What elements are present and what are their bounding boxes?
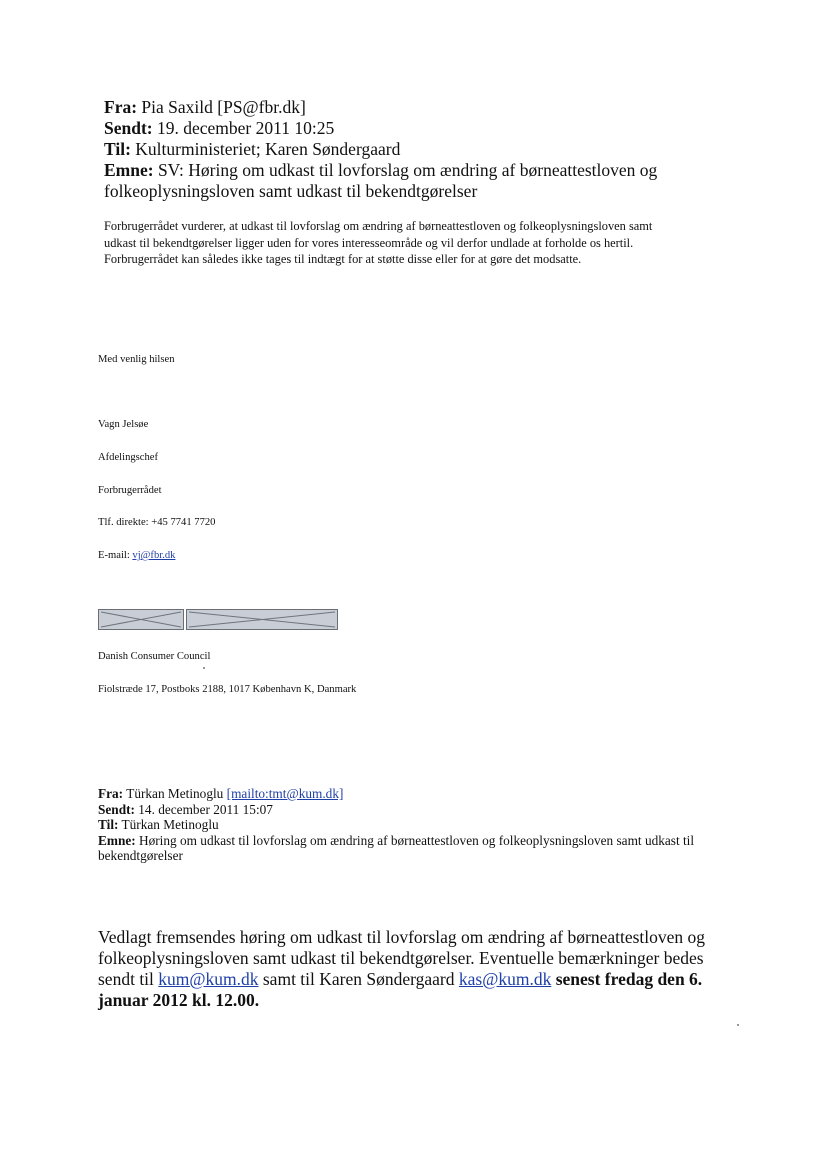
email2-from-link[interactable]: [mailto:tmt@kum.dk] [226, 786, 344, 801]
scan-speck [737, 1024, 739, 1026]
signature-org-en: Danish Consumer Council [98, 651, 211, 662]
signature-email-link[interactable]: vj@fbr.dk [132, 550, 176, 561]
email1-sent: Sendt: 19. december 2011 10:25 [104, 118, 335, 138]
email2-subject: Emne: Høring om udkast til lovforslag om ændring af børneattestloven og folkeoplysningsloven samt udkast til bekendtgørelser [98, 832, 695, 863]
signature-greeting: Med venlig hilsen [98, 354, 175, 365]
signature-address: Fiolstræde 17, Postboks 2188, 1017 København K, Danmark [98, 684, 357, 695]
email1-subject: Emne: SV: Høring om udkast til lovforslag om ændring af børneattestloven og folkeoplysningsloven samt udkast til bekendtgørelser [104, 160, 658, 201]
broken-image-icon [98, 609, 184, 630]
email1-body-line: udkast til bekendtgørelser ligger uden for vores interesseområde og vil derfor undlade at forholde os hertil. [104, 235, 634, 250]
email2-to: Til: Türkan Metinoglu [98, 817, 219, 832]
email1-body-line: Forbrugerrådet vurderer, at udkast til lovforslag om ændring af børneattestloven og folkeoplysningsloven samt [104, 219, 653, 233]
broken-image-icon [186, 609, 338, 630]
logo-placeholder-row [98, 609, 338, 630]
email1-to: Til: Kulturministeriet; Karen Søndergaard [104, 139, 401, 159]
signature-name: Vagn Jelsøe [98, 419, 149, 430]
email1-body [104, 218, 744, 268]
scan-speck [203, 667, 205, 669]
email2-deadline: senest fredag den 6. januar 2012 kl. 12.00. [98, 969, 703, 1010]
signature-org: Forbrugerrådet [98, 485, 162, 496]
signature-email: E-mail: vj@fbr.dk [98, 550, 176, 561]
email2-kas-link[interactable]: kas@kum.dk [458, 969, 552, 989]
email1-from: Fra: Pia Saxild [PS@fbr.dk] [104, 97, 306, 117]
email2-sent: Sendt: 14. december 2011 15:07 [98, 801, 273, 817]
signature-title: Afdelingschef [98, 452, 159, 463]
signature-phone: Tlf. direkte: +45 7741 7720 [98, 517, 216, 528]
email2-kum-link[interactable]: kum@kum.dk [158, 969, 259, 989]
email1-header [104, 97, 764, 202]
email1-body-line: Forbrugerrådet kan således ikke tages til indtægt for at støtte disse eller for at gøre det modsatte. [104, 252, 582, 266]
email2-header [98, 786, 748, 864]
email2-from: Fra: Türkan Metinoglu [mailto:tmt@kum.dk] [98, 786, 344, 801]
email2-body: Vedlagt fremsendes høring om udkast til lovforslag om ændring af børneattestloven og folkeoplysningsloven samt udkast til bekendtgørelser. Eventuelle bemærkninger bedes sendt til kum@kum.dk samt til Karen Søndergaard kas@kum.dk senest fredag den 6. januar 2012 kl. 12.00. [98, 927, 706, 1010]
